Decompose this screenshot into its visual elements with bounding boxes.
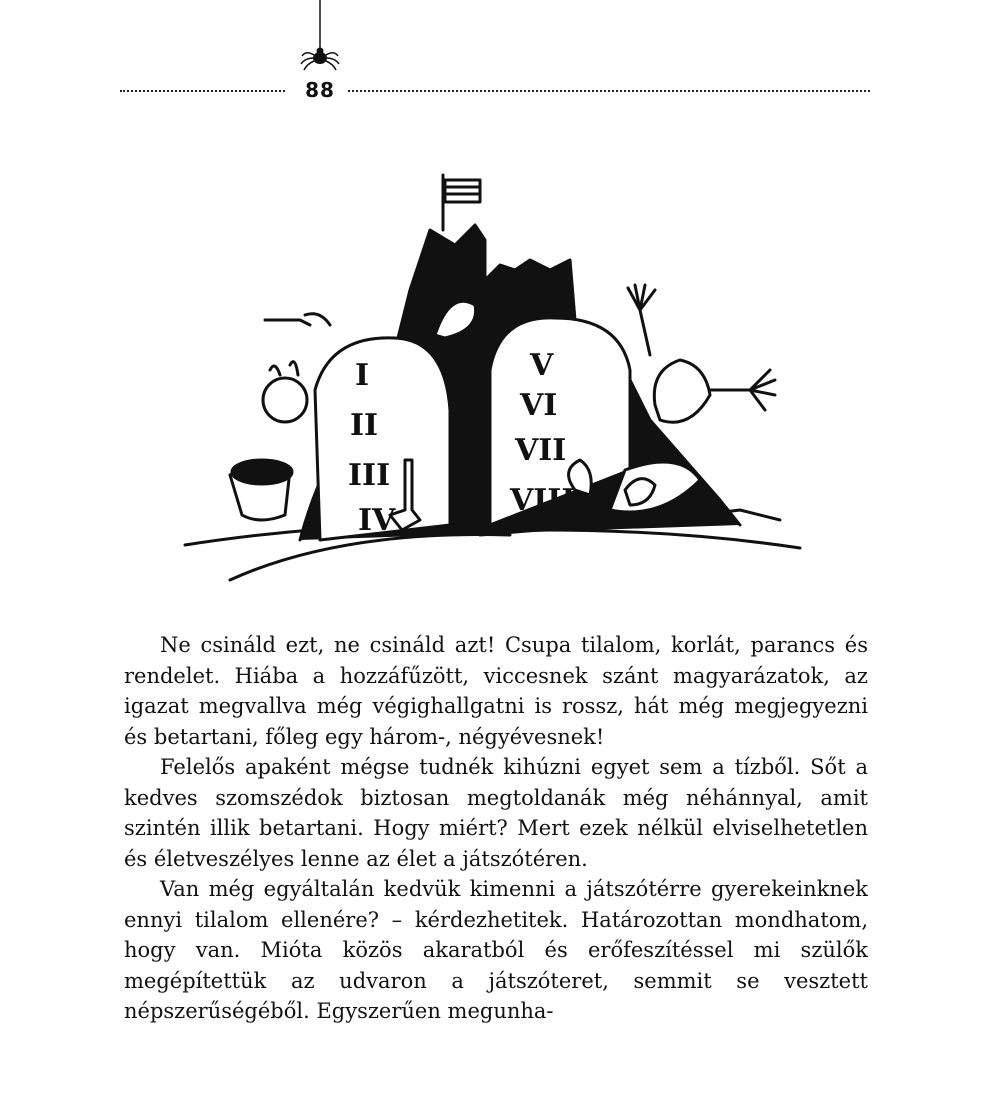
- paragraph-1: Ne csináld ezt, ne csináld azt! Csupa tilalom, korlát, parancs és rendelet. Hiába a hozzáfűzött, viccesnek szánt magyarázatok, az igazat megvallva még végighallgatni is rossz, hát még megjegyezni és betartani, főleg egy három-, négyévesnek!: [124, 633, 868, 749]
- paragraph-3: Van még egyáltalán kedvük kimenni a játszótérre gyerekeinknek ennyi tilalom ellenére? – kérdezhetitek. Határozottan mondhatom, hogy van. Mióta közös akaratból és erőfeszítéssel mi szülők megépítettük az udvaron a játszóteret, semmit se vesztett népszerűségéből. Egyszerűen megunha-: [124, 877, 868, 1023]
- numeral-1: I: [355, 358, 370, 393]
- numeral-3: III: [348, 458, 391, 493]
- paragraph-2: Felelős apaként mégse tudnék kihúzni egyet sem a tízből. Sőt a kedves szomszédok biztosan megtoldanák még néhánnyal, amit szintén illik betartani. Hogy miért? Mert ezek nélkül elviselhetetlen és életveszélyes lenne az élet a játszótéren.: [124, 755, 868, 871]
- spider-icon: [300, 0, 340, 75]
- numeral-2: II: [350, 408, 379, 443]
- page-header: [120, 0, 870, 110]
- numeral-7: VII: [515, 433, 567, 468]
- numeral-6: VI: [520, 388, 558, 423]
- numeral-5: V: [530, 348, 554, 383]
- page-number: 88: [305, 78, 335, 102]
- header-rule-left: [120, 90, 285, 92]
- castle-tablets-illustration: [180, 170, 810, 590]
- numeral-8: VIII: [510, 483, 576, 518]
- header-rule-right: [348, 90, 870, 92]
- body-text: [124, 630, 868, 1027]
- numeral-4: IV: [358, 503, 396, 538]
